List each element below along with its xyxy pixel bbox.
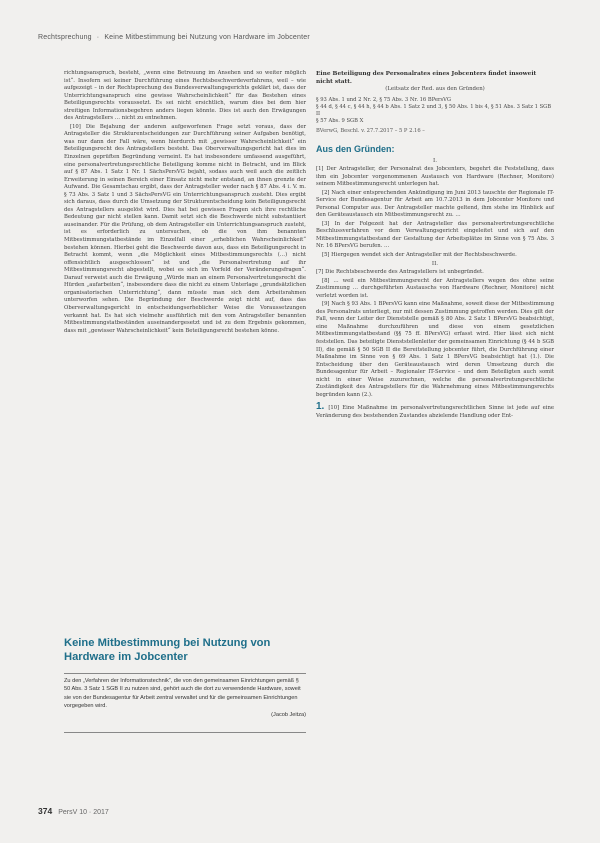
reason-paragraph-5: [5] Hiergegen wendet sich der Antragsteller mit der Rechtsbeschwerde. bbox=[322, 252, 517, 259]
reason-paragraph-1: [1] Der Antragsteller, der Personalrat des Jobcenters, begehrt die Feststellung, dass ihm ein Jobcenter vorgenommenen Austausch von Hardware (Rechner, Monitore) seinem Mitbestimmungsrecht unterlegen hat. bbox=[316, 166, 554, 188]
court-citation: BVerwG, Beschl. v. 27.7.2017 – 5 P 2.16 – bbox=[316, 128, 425, 135]
page-footer bbox=[38, 806, 109, 816]
abstract-text: Zu den „Verfahren der Informationstechnik“, die von den gemeinsamen Einrichtungen gemäß § 50 Abs. 3 Satz 1 SGB II zu nutzen sind, gehört auch die dort zu verwendende Hardware, soweit sie von der Bundesagentur für Arbeit zentral verwaltet und für die gemeinsamen Einrichtungen vorgegeben wird. bbox=[64, 678, 301, 710]
running-header bbox=[38, 34, 558, 41]
header-separator: · bbox=[96, 34, 100, 41]
section-roman-2: II. bbox=[431, 260, 439, 267]
header-section: Rechtsprechung bbox=[38, 34, 92, 41]
citation-1: § 93 Abs. 1 und 2 Nr. 2, § 75 Abs. 3 Nr. 16 BPersVG bbox=[316, 96, 452, 103]
journal-issue: PersV 10 · 2017 bbox=[58, 809, 109, 816]
reason-paragraph-3: [3] In der Folgezeit hat der Antragsteller das personalvertretungsrechtliche Beschlussverfahren vor dem Verwaltungsgericht eingeleitet und sich auf den Mitbestimmungstatbestand der Gestaltung der Arbeitsplätze im Sinne von § 75 Abs. 3 Nr. 16 BPersVG berufen. … bbox=[316, 220, 554, 250]
abstract-title: Keine Mitbestimmung bei Nutzung von Hardware im Jobcenter bbox=[64, 637, 271, 663]
left-column bbox=[64, 70, 306, 336]
paragraph-number: 1. bbox=[316, 401, 325, 413]
right-column bbox=[316, 70, 554, 420]
left-paragraph-1: richtungsanspruch, besteht, „wenn eine Betreuung im Ansehen und so weiter möglich ist“. Insofern sei keiner Durchführung eines Rechtsbeschwerdeverfahrens, weil – wie aufgezeigt – in der Rechtsprechung des Bundesverwaltungsgerichts geklärt ist, dass der Unterrichtungsanspruch eine gewisse Wahrscheinlichkeit“ für das Bestehen eines Beteiligungsrechts voraussetzt. Es sei nicht ersichtlich, warum dies bei dem hier streitigen Informationsbegehren anders liegen könnte. Dies ist auch den Erwägungen des Antragstellers … nicht zu entnehmen. bbox=[64, 70, 306, 122]
reasons-heading: Aus den Gründen: bbox=[316, 143, 395, 154]
numbered-paragraph-text: [10] Eine Maßnahme im personalvertretungsrechtlichen Sinne ist jede auf eine Veränderung des bestehenden Zustandes abzielende Handlung oder Ent- bbox=[316, 405, 554, 419]
left-paragraph-2: [10] Die Bejahung der anderen aufgeworfenen Frage setzt voraus, dass der Antragsteller die Strukturentscheidungen zur Durchführung seiner Aufgaben benötigt, was nur dann der Fall wäre, wenn hierdurch mit „gewisser Wahrscheinlichkeit“ ein Beteiligungsrecht des Antragstellers besteht. Das Oberverwaltungsgericht hat dies im Einzelnen geprüften Begründung verneint. Es hat insbesondere umfassend ausgeführt, eine personalvertretungsrechtliche Beteiligung komme nicht in Betracht, und im Blick auf § 87 Abs. 1 Satz 1 Nr. 1 SächsPersVG bejaht, sodass auch weil auch die zeitlich Erweiterung in seinen Bereich einer Einsatz nicht mehr entstand, an ihnen grenzte der Aufwand. Die Gesamtschau ergibt, dass der Antragsteller weder nach § 87 Abs. 4 i. V. m. § 73 Abs. 3 Satz 1 und 3 SächsPersVG ein Unterrichtungsanspruch zusteht. Dies ergibt sich daraus, dass durch die Umsetzung der Strukturentscheidung kein Beteiligungsrecht des Antragstellers ausgelöst wird. Dies hat bei gewissen Fragen sich ihre rechtliche Bedeutung gar nicht stellen kann. Damit setzt sich die Beschwerde nicht substantiiert auseinander. Für die Prüfung, ob dem Antragsteller ein Unterrichtungsanspruch zusteht, ist es erforderlich zu untersuchen, ob die von ihm benannten Mitbestimmungstatbestände im Einzelfall einer „erheblichen Wahrscheinlichkeit“ bestehen können. Hierbei geht die Beschwerde davon aus, dass ein Beteiligungsrecht in Betracht kommt, wenn „die Möglichkeit eines Mitbestimmungsrechts (…) nicht offensichtlich ausgeschlossen“ ist und „die Personalvertretung auf ihr Mitbestimmungsrecht abgestellt, wobei es sich im Vorfeld der Veränderungsfragen“. Darauf verweist auch die Erwägung „Würde man an einem Personalvertretungsrecht die Hürden „aufarbeiten“, insbesondere dass die nicht zu einem Unterlage „grundsätzlichen organisatorischen Unterrichtung“, dann müsste man sich dem Arbeitsrahmen unterworfen sehen. Die Begründung der Beschwerde zeigt nicht auf, dass das Oberverwaltungsgericht in entscheidungserheblicher Weise die Voraussetzungen verkannt hat. Es hat sich vielmehr ausführlich mit den vom Antragsteller benannten Mitbestimmungstatbeständen auseinandergesetzt und ist zu dem Ergebnis gekommen, dass mit „gewisser Wahrscheinlichkeit“ kein Beteiligungsrecht bestehen könne. bbox=[64, 123, 306, 334]
reason-paragraph-7: [7] Die Rechtsbeschwerde des Antragstellers ist unbegründet. bbox=[316, 269, 484, 276]
citation-2: § 44 d, § 44 c, § 44 h, § 44 b Abs. 1 Satz 2 und 3, § 50 Abs. 1 bis 4, § 51 Abs. 3 Satz 1 SGB II bbox=[316, 103, 552, 117]
headnote-source: (Leitsatz der Red. aus den Gründen) bbox=[385, 86, 485, 92]
numbered-paragraph bbox=[316, 403, 554, 420]
abstract-author: (Jacob Jeitza) bbox=[271, 711, 306, 718]
section-roman-1: I. bbox=[433, 157, 437, 164]
abstract-box bbox=[64, 677, 306, 719]
reason-paragraph-2: [2] Nach einer entsprechenden Ankündigung im Juni 2013 tauschte der Regionale IT-Service der Bundesagentur für Arbeit am 10.7.2013 in dem Jobcenter Monitore und Personal Computer aus. Der Antragsteller machte geltend, ihm stehe im Hinblick auf den Geräteaustausch ein Mitbestimmungsrecht zu. … bbox=[316, 189, 554, 219]
reason-paragraph-8: [8] … weil ein Mitbestimmungsrecht der Antragstellers wegen des ohne seine Zustimmung … durchgeführten Austauschs von Hardware (Rechner, Monitore) nicht verletzt worden ist. bbox=[316, 277, 554, 299]
header-title: Keine Mitbestimmung bei Nutzung von Hardware im Jobcenter bbox=[104, 34, 310, 41]
citation-3: § 57 Abs. 9 SGB X bbox=[316, 118, 364, 125]
page-number: 374 bbox=[38, 806, 53, 816]
abstract-bottom-rule bbox=[64, 732, 306, 733]
abstract-top-rule bbox=[64, 673, 306, 674]
reason-paragraph-9: [9] Nach § 93 Abs. 1 BPersVG kann eine Maßnahme, soweit diese der Mitbestimmung des Personalrats unterliegt, nur mit dessen Zustimmung getroffen werden. Dies gilt der Fall, wenn der Leiter der Dienststelle gemäß § 80 Abs. 2 Satz 1 BPersVG beabsichtigt, eine Maßnahme durchzuführen und diese von einem gesetzlichen Mitbestimmungstatbestand (§§ 75 ff. BPersVG) erfasst wird. Hier lässt sich nicht feststellen. Das beteiligte Dienststellenleiter der gemeinsamen Einrichtung (§ 44 b SGB II), die gemäß § 50 SGB II die Bereitstellung jobcenter führt, die Durchführung einer Maßnahme im Sinne von § 69 Abs. 1 Satz 1 BPersVG beabsichtigt hat (1.). Die Entscheidung über den Geräteaustausch wird deren Umsetzung durch die Bundesagentur für Arbeit – Regionaler IT-Service – und dem Beteiligten auch somit nicht in einer Weise zuzurechnen, welche die personalvertretungsrechtliche Zuständigkeit des Antragstellers für die Wahrnehmung eines Mitbestimmungsrechts begründen kann (2.). bbox=[316, 301, 554, 398]
headnote: Eine Beteiligung des Personalrates eines Jobcenters findet insoweit nicht statt. bbox=[316, 71, 537, 85]
